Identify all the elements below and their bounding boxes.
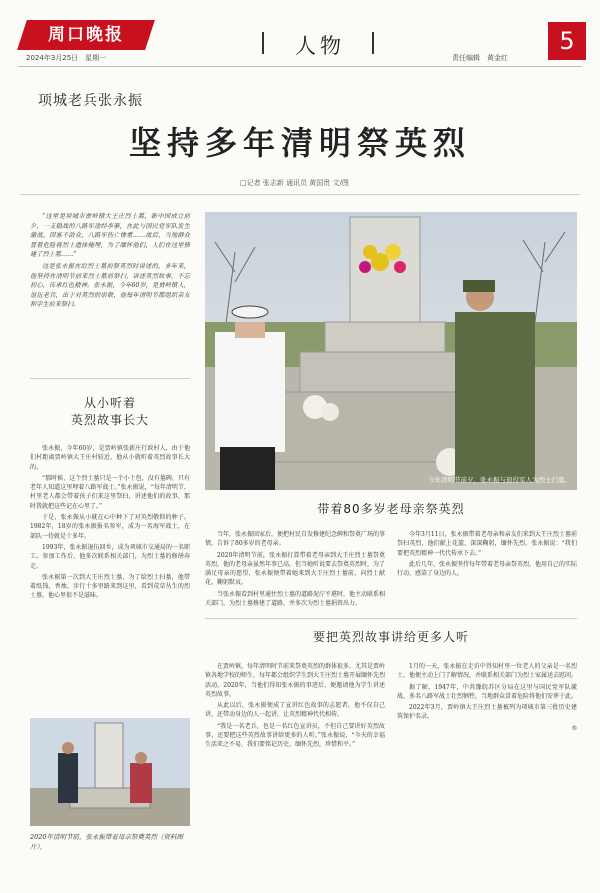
editor-credit: 责任编辑 黄金红 xyxy=(452,54,508,62)
end-mark: ⑤ xyxy=(571,724,577,732)
section-1-body: 张永振，今年60岁，是贾岭镇张新庄行政村人，由于他们村距离贾岭镇大王庄村较近，他从小就听着英烈故事长大的。 “那时候，这个烈士墓只是一个小土包，没有墓碑，只有老年人知道这里埋着八路军战士。”张永振说，“每年清明节，村里老人都会带着孩子们来这里祭扫，讲述他们的故事，那时我就把这些记在心里了。” 于是，张永振从小就在心中种下了对英烈敬仰的种子。1982年，18岁的张永振报名参军，成为一名海军战士，在部队一待就是十多年。 1993年，张永振退伍回乡，成为项城市交通局的一名职工。参加工作后，他多次联系相关部门，为烈士墓的修缮奔走。 张永振第一次到大王庄烈士墓，为了给烈士扫墓，他带着纸钱、香烛，步行十多里路来到这里，看到荒草丛生的烈士墓，他心里很不是滋味。 xyxy=(30,445,190,600)
section-3-body-left: 在贾岭镇，每年清明时节前来祭奠英烈的群体很多，尤其是贾岭镇各地学校的师生，每年都会组织学生到大王庄烈士墓开展缅怀先烈活动。2020年，当他们得知张永振的事迹后，便邀请他为学生讲述英烈故事。 从此以后，张永振便成了宣讲红色故事的志愿者，他不仅自己讲，还带动身边的人一起讲，让英烈精神代代相传。 “我是一名老兵，也是一名红色宣讲员，不但自己要讲好英烈故事，还要把这些英烈故事讲给更多的人听。”张永振说，“今天的幸福生活来之不易，我们要铭记历史，缅怀先烈，珍惜和平。” xyxy=(205,663,386,749)
section-title: 人物 xyxy=(295,34,345,58)
section-3-rule xyxy=(205,618,577,619)
intro-paragraphs: “这里是项城市贾岭镇大王庄烈士墓，新中国成立前夕，一支稳战的八路军途经李寨，在此与国民党军队发生激战，因寡不敌众，八路军伤亡惨重……战后，当地群众冒着危险将烈士遗体掩埋，为了缅怀他们，人们在这里修建了烈士墓……” 这是张永振在给烈士墓前祭英烈时讲述的，多年来，他坚持在清明节前来烈士墓前祭扫，讲述英烈故事，不忘初心，传承红色精神。张永振，今年60岁，是贾岭镇人，退伍老兵，出于对英烈的崇敬，他每年清明节都组织亲友和学生前来祭扫。 xyxy=(30,213,190,309)
section-2-title: 带着80多岁老母亲祭英烈 xyxy=(317,502,465,516)
header-rule xyxy=(18,66,582,67)
divider xyxy=(372,32,374,54)
section-2-body-right: 今年3月11日，张永振带着老母亲和亲友们来到大王庄烈士墓前祭扫英烈，他们献上花篮，深深鞠躬，缅怀先烈。张永振说：“我们要把英烈精神一代代传承下去。” 此后几年，张永振坚持每年带着老母亲祭英烈，他用自己的实际行动，感染了身边的人。 xyxy=(397,531,578,578)
headline: 坚持多年清明祭英烈 xyxy=(128,124,471,162)
divider xyxy=(262,32,264,54)
intro-rule xyxy=(30,378,190,379)
headline-rule xyxy=(20,194,580,195)
issue-date: 2024年3月25日 星期一 xyxy=(26,54,107,62)
page-number: 5 xyxy=(548,22,586,60)
main-photo xyxy=(205,212,577,490)
section-1-title: 从小听着 英烈故事长大 xyxy=(70,396,149,427)
kicker: 项城老兵张永振 xyxy=(38,93,143,109)
main-photo-caption: 今年清明节前夕，张永振与退役军人为烈士扫墓。 xyxy=(428,476,571,484)
small-photo-illustration xyxy=(30,718,190,826)
masthead xyxy=(0,0,600,72)
small-photo xyxy=(30,718,190,826)
section-3-title: 要把英烈故事讲给更多人听 xyxy=(312,630,469,644)
newspaper-logo: 周口晚报 xyxy=(17,20,155,50)
main-photo-illustration xyxy=(205,212,577,490)
small-photo-caption: 2020年清明节前，张永振带着母亲祭奠英烈（资料图片）。 xyxy=(30,833,184,851)
byline: □记者 张志新 通讯员 黄国贵 文/图 xyxy=(240,179,349,187)
section-3-body-right: 1月的一天，张永振在走访中得知村里一位老人的父亲是一名烈士，他便主动上门了解情况，并联系相关部门为烈士家属送去慰问。 据了解，1947年，中共豫皖苏区分局在这里与国民党军队激战，多名八路军战士壮烈牺牲，当地群众冒着危险将他们安葬于此。 2022年3月，贾岭镇大王庄烈士墓被列为项城市第三批历史建筑保护名录。 ⑤ xyxy=(397,663,578,732)
section-2-body-left: 当年，张永振回家后，便把村民自发修建纪念碑和祭奠广场的事情，告诉了80多岁的老母亲。 2020年清明节前，张永振打算带着老母亲到大王庄烈士墓祭奠英烈，他的老母亲虽然年事已高，但当她听说要去祭奠英烈时，为了满足母亲的愿望，张永振便带着她来到大王庄烈士墓前，向烈士献花，鞠躬默哀。 当张永振看到村里通往烈士墓的道路泥泞不堪时，他主动联系相关部门，为烈士墓修建了道路，并多次为烈士墓捐资出力。 xyxy=(205,531,386,608)
